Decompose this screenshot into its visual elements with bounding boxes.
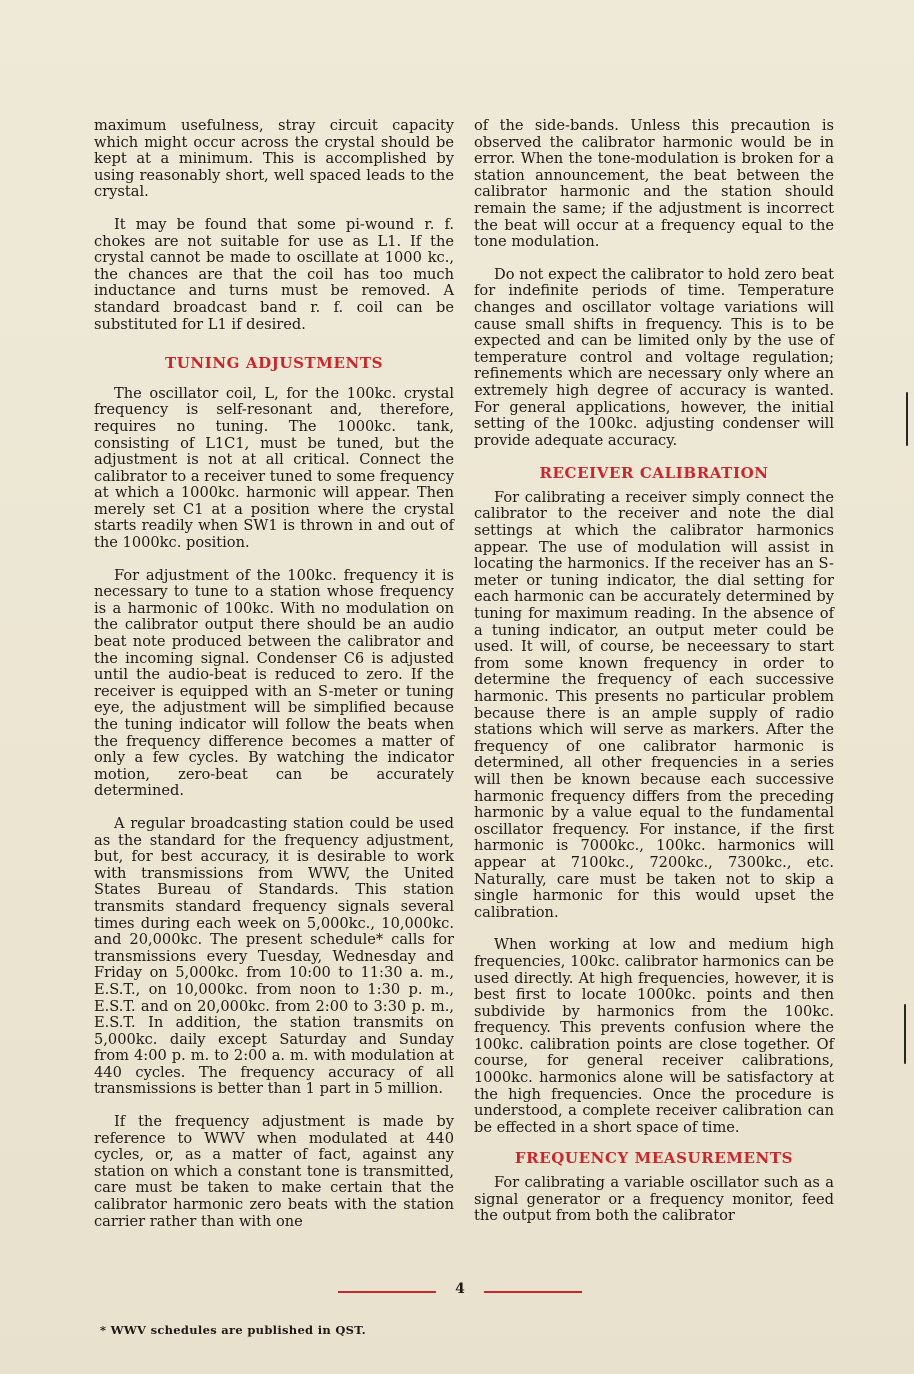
section-heading-receiver-calibration: RECEIVER CALIBRATION: [539, 464, 769, 483]
paragraph: It may be found that some pi-wound r. f. chokes are not suitable for use as L1. If the crystal cannot be made to oscillate at 1000 kc., the chances are that the coil has too much inductance and turns must be removed. A standard broadcast band r. f. coil can be substituted for L1 if desired.: [94, 215, 454, 333]
section-heading-tuning-adjustments: TUNING ADJUSTMENTS: [164, 354, 384, 373]
paragraph: For calibrating a variable oscillator such as a signal generator or a frequency monitor, feed the output from both the calibrator: [474, 1174, 834, 1225]
paragraph: A regular broadcasting station could be used as the standard for the frequency adjustment, but, for best accuracy, it is desirable to work with transmissions from WWV, the United States Bureau of Standards. This station transmits standard frequency signals several times during each week on 5,000kc., 10,000kc. and 20,000kc. The present schedule* calls for transmissions every Tuesday, Wednesday and Friday on 5,000kc. from 10:00 to 11:30 a. m., E.S.T., on 10,000kc. from noon to 1:30 p. m., E.S.T. and on 20,000kc. from 2:00 to 3:30 p. m., E.S.T. In addition, the station transmits on 5,000kc. daily except Saturday and Sunday from 4:00 p. m. to 2:00 a. m. with modulation at 440 cycles. The frequency accuracy of all transmissions is better than 1 part in 5 million.: [94, 814, 454, 1098]
paragraph: For adjustment of the 100kc. frequency it is necessary to tune to a station whose frequency is a harmonic of 100kc. With no modulation on the calibrator output there should be an audio beat note produced between the calibrator and the incoming signal. Condenser C6 is adjusted until the audio-beat is reduced to zero. If the receiver is equipped with an S-meter or tuning eye, the adjustment will be simplified because the tuning indicator will follow the beats when the frequency difference becomes a matter of only a few cycles. By watching the indicator motion, zero-beat can be accurately determined.: [94, 566, 454, 800]
paragraph: The oscillator coil, L, for the 100kc. crystal frequency is self-resonant and, therefore, requires no tuning. The 1000kc. tank, consisting of L1C1, must be tuned, but the adjustment is not at all critical. Connect the calibrator to a receiver tuned to some frequency at which a 1000kc. harmonic will appear. Then merely set C1 at a position where the crystal starts readily when SW1 is thrown in and out of the 1000kc. position.: [94, 384, 454, 552]
left-column: [94, 118, 454, 1246]
right-column: [474, 118, 834, 1241]
footer-rule-left: [338, 1291, 436, 1293]
paragraph: If the frequency adjustment is made by reference to WWV when modulated at 440 cycles, or, as a matter of fact, against any station on which a constant tone is transmitted, care must be taken to make certain that the calibrator harmonic zero beats with the station carrier rather than with one: [94, 1113, 454, 1230]
section-heading-frequency-measurements: FREQUENCY MEASUREMENTS: [514, 1149, 794, 1168]
margin-bracket-mark: [904, 1004, 906, 1064]
paragraph: For calibrating a receiver simply connect the calibrator to the receiver and note the dial settings at which the calibrator harmonics appear. The use of modulation will assist in locating the harmonics. If the receiver has an S-meter or tuning indicator, the dial setting for each harmonic can be accurately determined by tuning for maximum reading. In the absence of a tuning indicator, an output meter could be used. It will, of course, be neceessary to start from some known frequency in order to determine the frequency of each successive harmonic. This presents no particular problem because there is an ample supply of radio stations which will serve as markers. After the frequency of one calibrator harmonic is determined, all other frequencies in a series will then be known because each successive harmonic frequency differs from the preceding harmonic by a value equal to the fundamental oscillator frequency. For instance, if the first harmonic is 7000kc., 100kc. harmonics will appear at 7100kc., 7200kc., 7300kc., etc. Naturally, care must be taken not to skip a single harmonic for this would upset the calibration.: [474, 488, 834, 921]
paragraph: maximum usefulness, stray circuit capacity which might occur across the crystal should be kept at a minimum. This is accomplished by using reasonably short, well spaced leads to the crystal.: [94, 117, 454, 201]
paragraph: When working at low and medium high frequencies, 100kc. calibrator harmonics can be used directly. At high frequencies, however, it is best first to locate 1000kc. points and then subdivide by harmonics from the 100kc. frequency. This prevents confusion where the 100kc. calibration points are close together. Of course, for general receiver calibrations, 1000kc. harmonics alone will be satisfactory at the high frequencies. Once the procedure is understood, a complete receiver calibration can be effected in a short space of time.: [474, 936, 834, 1136]
paragraph: Do not expect the calibrator to hold zero beat for indefinite periods of time. Temperature changes and oscillator voltage variations will cause small shifts in frequency. This is to be expected and can be limited only by the use of temperature control and voltage regulation; refinements which are necessary only where an extremely high degree of accuracy is wanted. For general applications, however, the initial setting of the 100kc. adjusting condenser will provide adequate accuracy.: [474, 265, 834, 449]
paragraph: of the side-bands. Unless this precaution is observed the calibrator harmonic would be in error. When the tone-modulation is broken for a station announcement, the beat between the calibrator harmonic and the station should remain the same; if the adjustment is incorrect the beat will occur at a frequency equal to the tone modulation.: [474, 117, 834, 251]
footer-rule-right: [484, 1291, 582, 1293]
footnote: * WWV schedules are published in QST.: [100, 1323, 366, 1337]
margin-bracket-mark: [906, 392, 908, 446]
page-number: 4: [455, 1281, 465, 1297]
